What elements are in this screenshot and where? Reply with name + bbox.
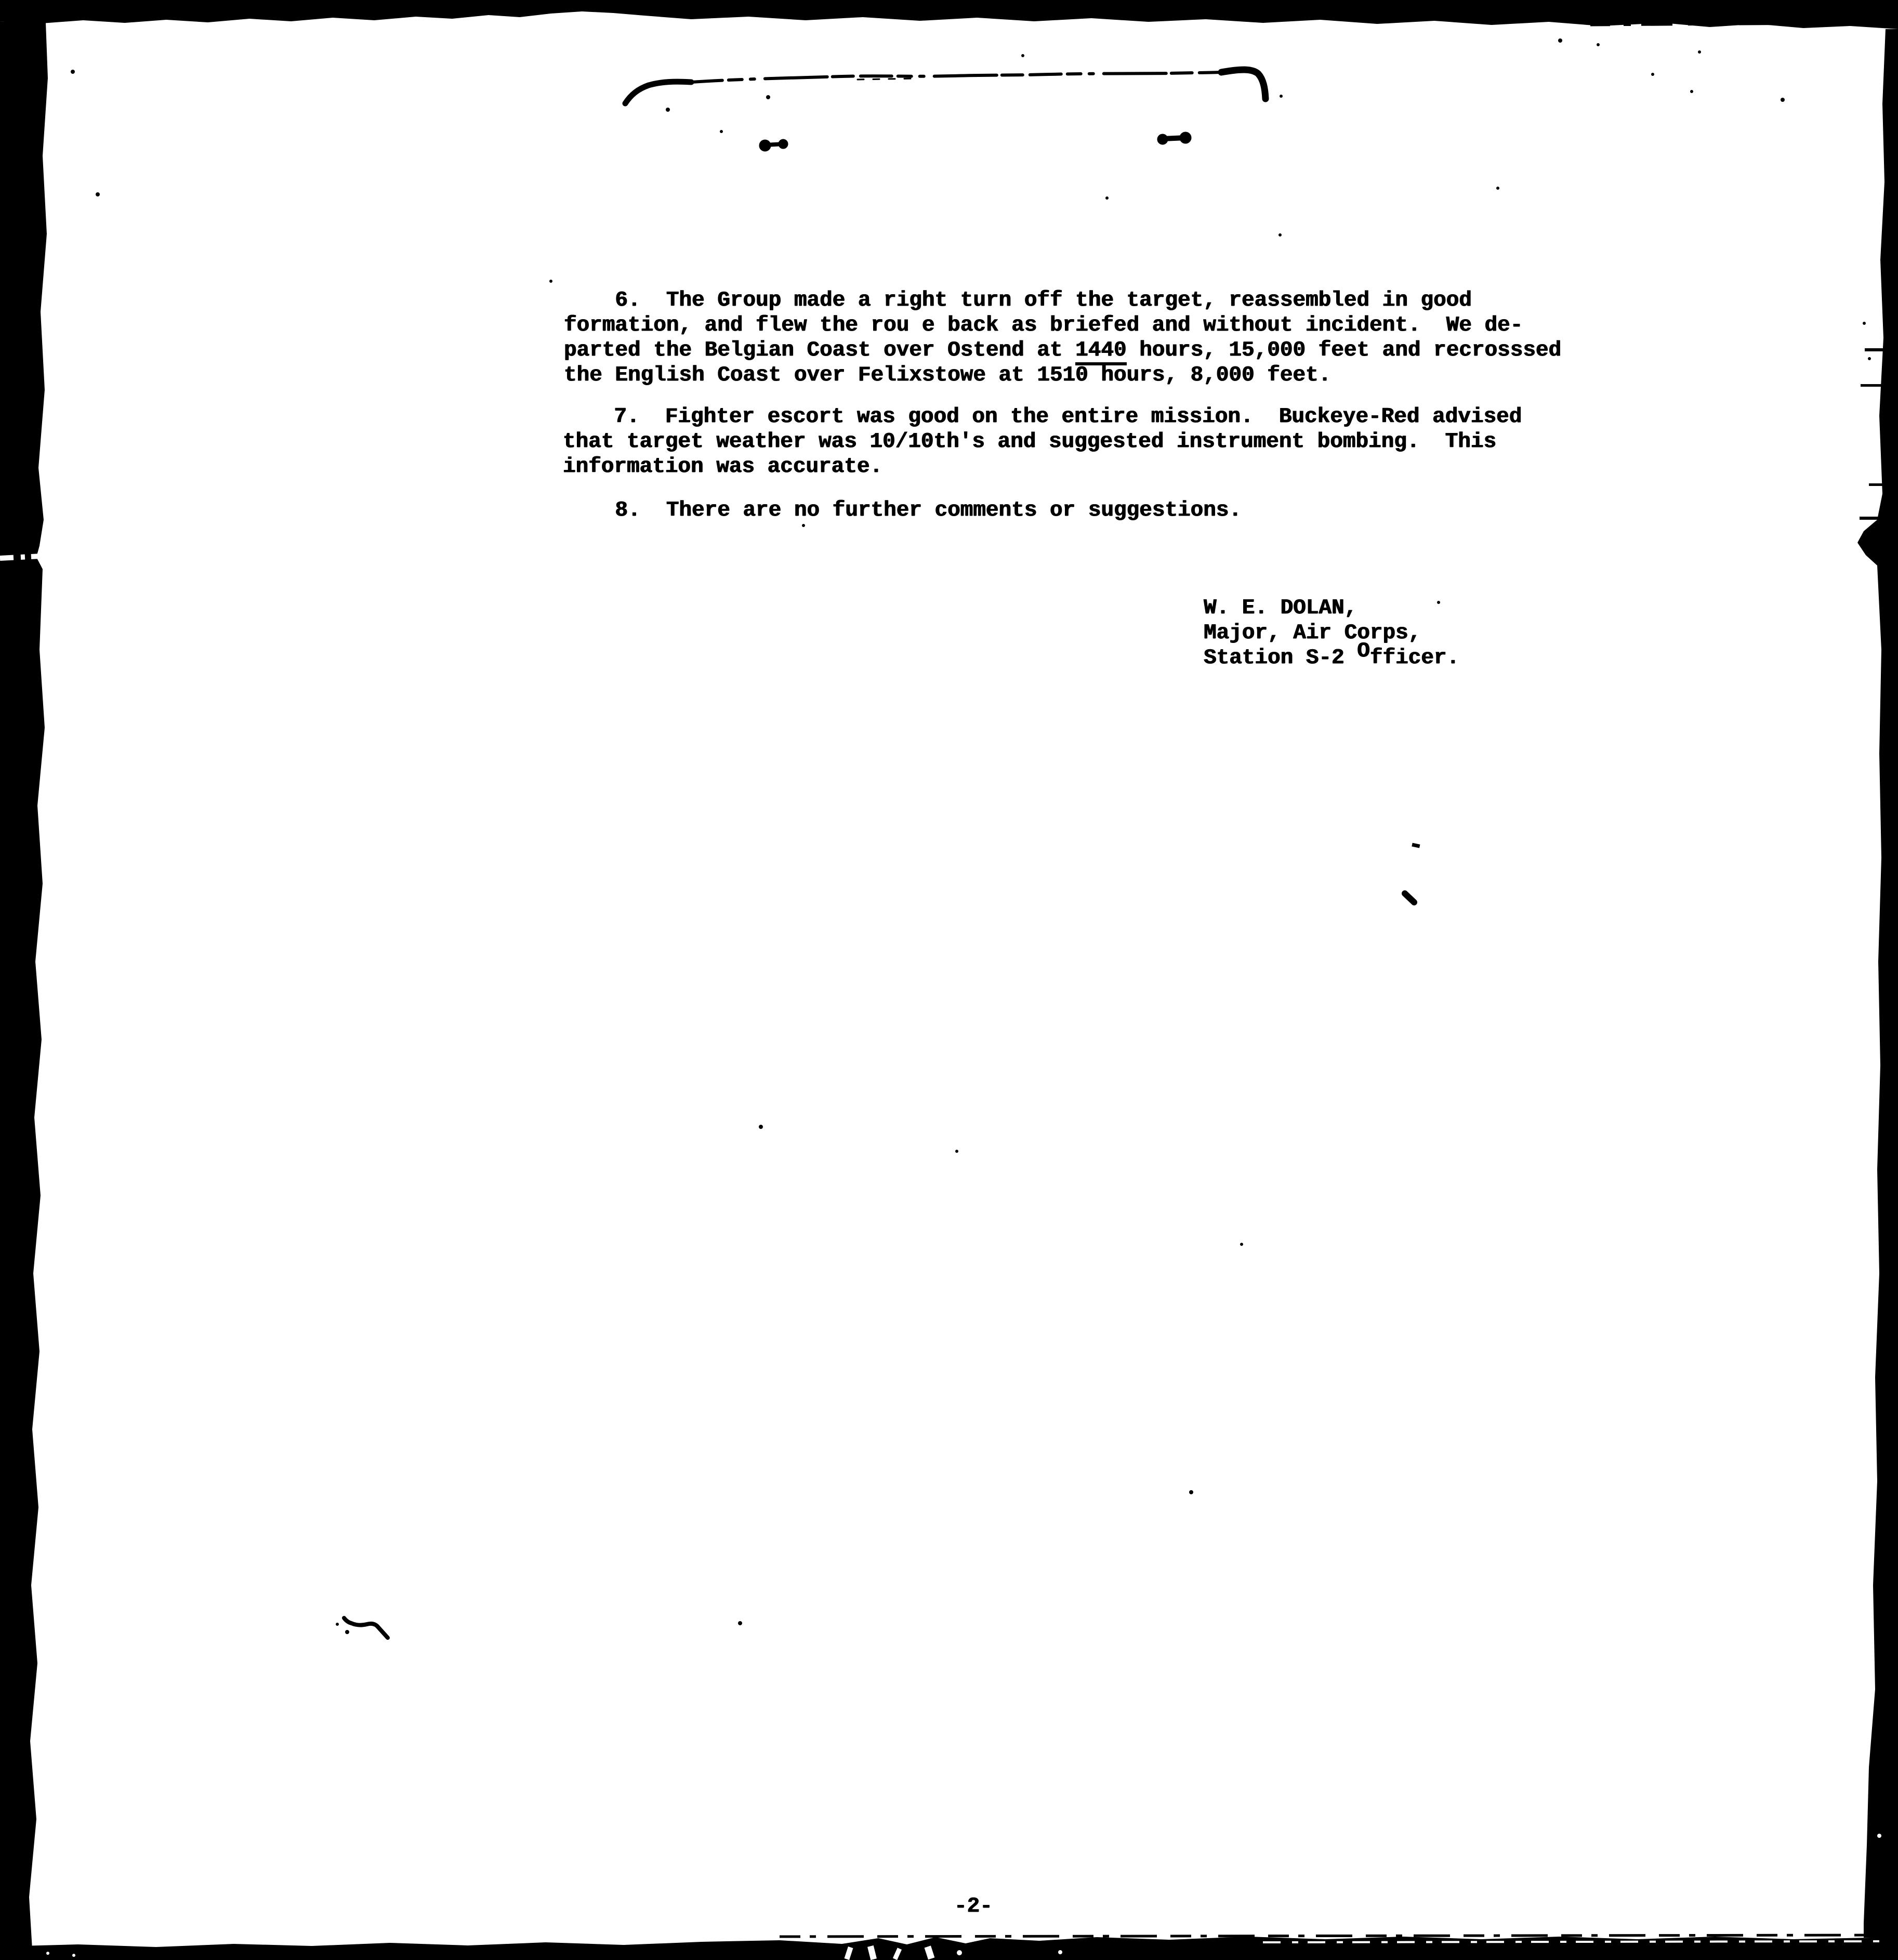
signature-block [1204, 596, 1459, 670]
text-line: formation, and flew the rou e back as briefed and without incident. We de- [564, 313, 1523, 337]
small-dash-mark [1412, 843, 1420, 848]
text-line: that target weather was 10/10th's and suggested instrument bombing. This [563, 430, 1497, 454]
paragraph-7 [563, 404, 1522, 479]
backslash-mark [1405, 893, 1414, 902]
signature-rank: Major, Air Corps, [1204, 621, 1421, 645]
page-number: -2- [954, 1895, 993, 1918]
text-line: 7. Fighter escort was good on the entire mission. Buckeye-Red advised [563, 405, 1522, 429]
right-edge-tick [1869, 483, 1898, 486]
smudge-line [625, 70, 1266, 103]
dumbbell-mark-left [759, 139, 788, 151]
dumbbell-mark-right [1157, 132, 1191, 144]
signature-title [1204, 639, 1460, 670]
ink-specks [71, 38, 1871, 1625]
squiggle-mark [336, 1618, 388, 1638]
text-line: information was accurate. [563, 455, 883, 479]
bottom-band-cutoff-text-fragments [46, 1945, 1062, 1960]
text-line: 6. The Group made a right turn off the target, reassembled in good [564, 288, 1472, 312]
right-edge-tick [1860, 517, 1898, 520]
scan-border-top [0, 0, 1898, 29]
right-bar-white-speck [1877, 1834, 1881, 1838]
scan-border-right [1857, 29, 1898, 1938]
bottom-band-white-streak [1263, 1941, 1887, 1942]
scan-border-bottom [0, 1937, 1898, 1960]
paragraph-6 [564, 288, 1561, 388]
paragraph-8 [564, 498, 1242, 523]
raised-letter: O [1357, 639, 1370, 663]
right-edge-tick [1865, 348, 1898, 351]
text-line [564, 338, 1561, 363]
text-segment: parted the Belgian Coast over Ostend at [564, 338, 1076, 362]
left-bar-white-scratch [0, 556, 51, 558]
right-edge-tick [1861, 384, 1898, 387]
text-segment: hours, 15,000 feet and recrosssed [1126, 338, 1562, 362]
signature-name: W. E. DOLAN, [1204, 596, 1357, 620]
text-line: 8. There are no further comments or suggestions. [564, 498, 1242, 522]
text-segment: fficer. [1369, 646, 1460, 670]
text-segment: Station S-2 [1204, 646, 1357, 670]
underlined-time-value: 1440 [1075, 338, 1126, 365]
scan-border-left [0, 21, 48, 1949]
text-line: the English Coast over Felixstowe at 1510 hours, 8,000 feet. [564, 363, 1332, 387]
scan-border-top-speckle [1590, 22, 1887, 24]
bottom-band-dashed-edge [780, 1935, 1892, 1937]
